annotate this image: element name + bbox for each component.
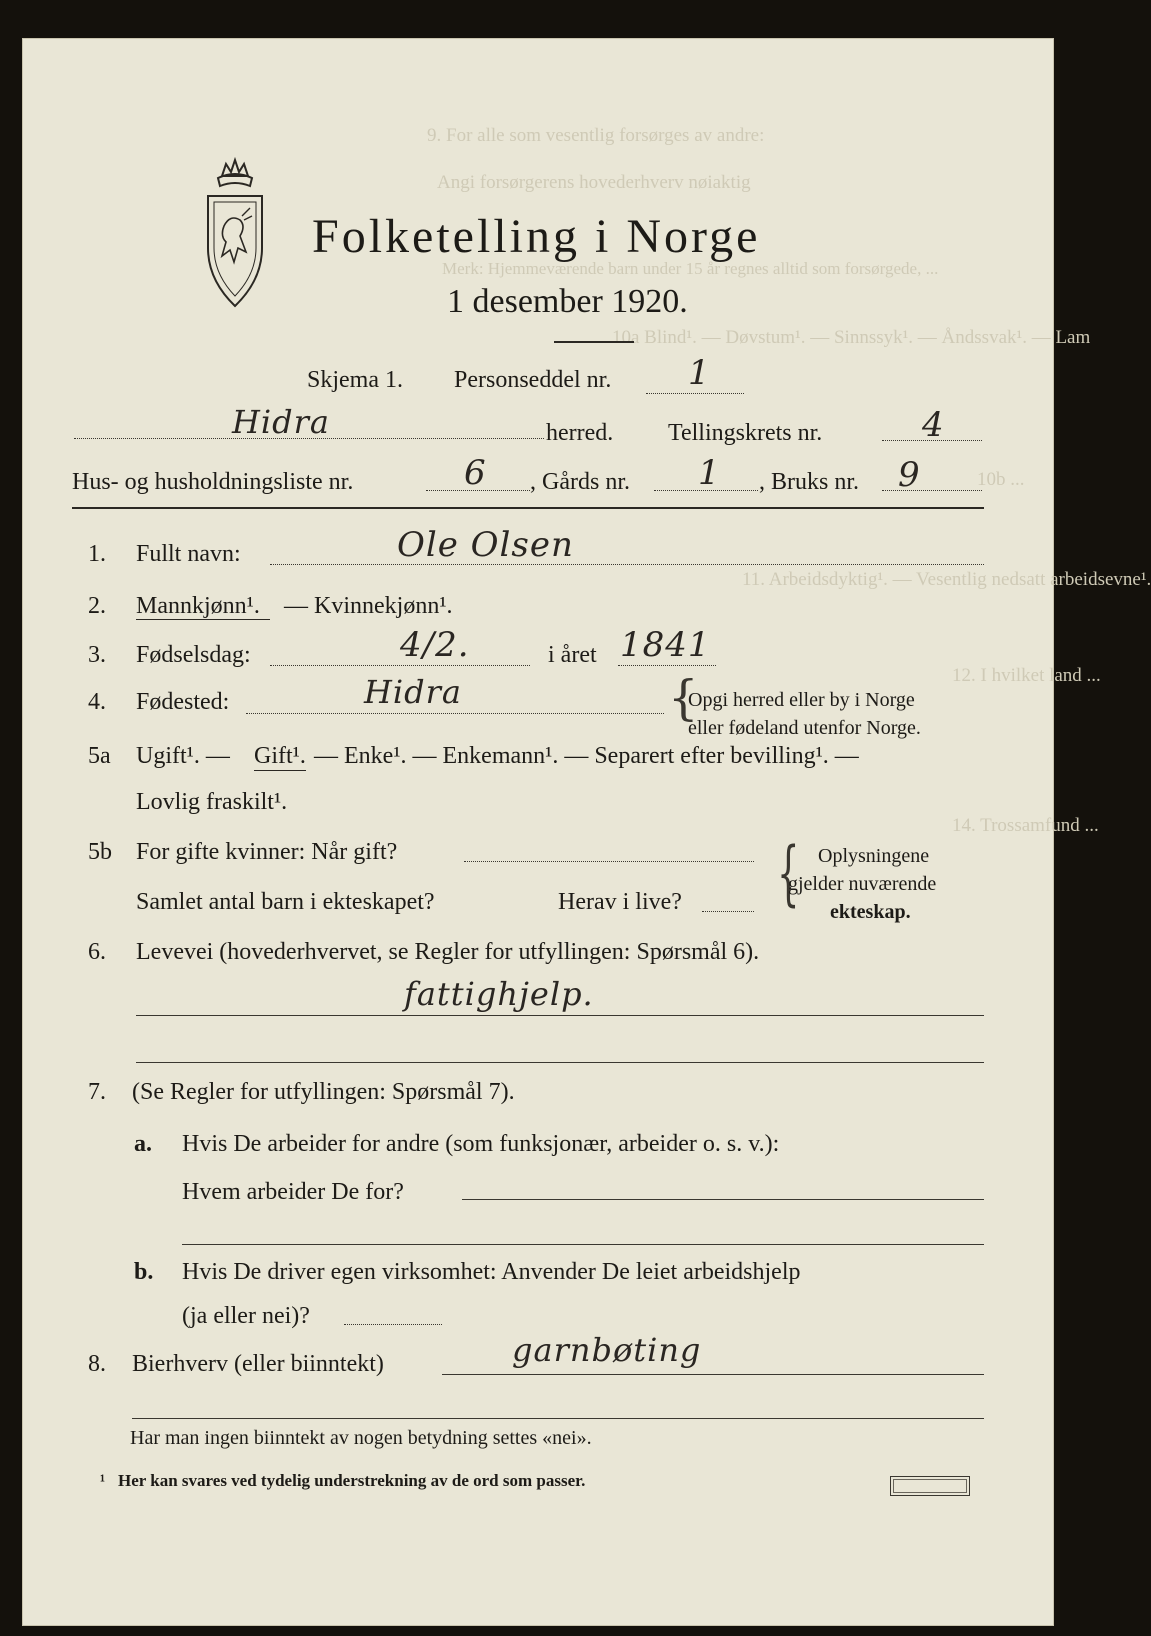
q5b-note-line2: gjelder nuværende <box>788 873 937 895</box>
personseddel-value: 1 <box>688 353 711 393</box>
q8-answer-line-2 <box>132 1418 984 1419</box>
herred-value: Hidra <box>232 403 330 441</box>
q5b-married-field-line <box>464 861 754 862</box>
form-title: Folketelling i Norge <box>312 210 761 263</box>
q2-male-option: Mannkjønn¹. <box>136 593 260 619</box>
q4-field-line <box>246 713 664 714</box>
footnote-mark: ¹ <box>100 1471 106 1490</box>
tellingskrets-label: Tellingskrets nr. <box>668 420 823 446</box>
q4-value: Hidra <box>364 673 462 711</box>
bleed-through-text: Angi forsørgerens hovederhverv nøiaktig <box>437 172 751 193</box>
q5a-option-gift: Gift¹. <box>254 743 306 769</box>
q5b-note-line3: ekteskap. <box>830 901 911 923</box>
q7b-answer-line <box>344 1324 442 1325</box>
q1-number: 1. <box>88 541 106 567</box>
bleed-through-text: 12. I hvilket land ... <box>952 665 1101 686</box>
q5b-married-when: For gifte kvinner: Når gift? <box>136 839 398 865</box>
q5b-alive-field-line <box>702 911 754 912</box>
husliste-value: 6 <box>464 453 487 493</box>
q5a-option-ugift: Ugift¹. — <box>136 743 230 769</box>
gards-label: , Gårds nr. <box>530 469 630 495</box>
q5a-option-fraskilt: Lovlig fraskilt¹. <box>136 789 288 815</box>
q3-year-value: 1841 <box>620 625 711 665</box>
q8-answer-line <box>442 1374 984 1375</box>
q4-number: 4. <box>88 689 106 715</box>
bruks-value: 9 <box>898 455 921 495</box>
q5b-note-line1: Oplysningene <box>818 845 930 867</box>
personseddel-label: Personseddel nr. <box>454 367 612 393</box>
q6-answer-line <box>136 1015 984 1016</box>
bleed-through-text: 11. Arbeidsdyktig¹. — Vesentlig nedsatt arbeidsevne¹. <box>742 569 1151 590</box>
bruks-field-line <box>882 490 982 491</box>
bruks-label: , Bruks nr. <box>759 469 860 495</box>
q1-label: Fullt navn: <box>136 541 241 567</box>
q5b-number: 5b <box>88 839 112 865</box>
personseddel-field-line <box>646 393 744 394</box>
q6-answer-line-2 <box>136 1062 984 1063</box>
q3-number: 3. <box>88 642 106 668</box>
q7b-letter: b. <box>134 1259 154 1285</box>
q7a-employer-label: Hvem arbeider De for? <box>182 1179 404 1205</box>
q2-female-option: — Kvinnekjønn¹. <box>284 593 453 619</box>
q6-label: Levevei (hovederhvervet, se Regler for utfyllingen: Spørsmål 6). <box>136 939 760 965</box>
q7a-answer-line-2 <box>182 1244 984 1245</box>
title-rule <box>554 341 634 343</box>
q7-number: 7. <box>88 1079 106 1105</box>
q7b-question: Hvis De driver egen virksomhet: Anvender De leiet arbeidshjelp <box>182 1259 801 1285</box>
q3-value: 4/2. <box>400 625 470 665</box>
q7a-question: Hvis De arbeider for andre (som funksjonær, arbeider o. s. v.): <box>182 1131 780 1157</box>
q5b-brace: { <box>777 832 800 914</box>
q3-year-field-line <box>618 665 716 666</box>
q8-number: 8. <box>88 1351 106 1377</box>
q4-brace: { <box>668 670 699 726</box>
section-divider <box>72 507 984 509</box>
coat-of-arms-icon <box>200 156 270 312</box>
q8-label: Bierhverv (eller biinntekt) <box>132 1351 384 1377</box>
q1-field-line <box>270 564 984 565</box>
q6-value: fattighjelp. <box>404 975 594 1013</box>
q1-value: Ole Olsen <box>397 525 574 565</box>
q7a-letter: a. <box>134 1131 152 1157</box>
bleed-through-text: 14. Trossamfund ... <box>952 815 1099 836</box>
footnote-text: Her kan svares ved tydelig understrekning av de ord som passer. <box>118 1471 586 1490</box>
census-date: 1 desember 1920. <box>447 283 688 320</box>
q3-year-label: i året <box>548 642 597 668</box>
biinntekt-note: Har man ingen biinntekt av nogen betydning settes «nei». <box>130 1427 592 1449</box>
bleed-through-text: 10a Blind¹. — Døvstum¹. — Sinnssyk¹. — Åndssvak¹. — Lam <box>612 327 1091 348</box>
q4-note-line2: eller fødeland utenfor Norge. <box>688 717 921 739</box>
q2-number: 2. <box>88 593 106 619</box>
q4-label: Fødested: <box>136 689 230 715</box>
q3-day-field-line <box>270 665 530 666</box>
q8-value: garnbøting <box>512 1331 702 1369</box>
bleed-through-text: 9. For alle som vesentlig forsørges av andre: <box>427 125 765 146</box>
census-form-page <box>22 38 1151 1626</box>
bleed-through-text: Merk: Hjemmeværende barn under 15 år regnes alltid som forsørgede, ... <box>442 259 939 278</box>
husliste-label: Hus- og husholdningsliste nr. <box>72 469 354 495</box>
herred-label: herred. <box>546 420 614 446</box>
bleed-through-text: 10b ... <box>977 469 1025 490</box>
q7b-yes-no-label: (ja eller nei)? <box>182 1303 310 1329</box>
gards-value: 1 <box>698 453 721 493</box>
q5a-gift-underline <box>254 770 306 771</box>
skjema-label: Skjema 1. <box>307 367 403 393</box>
q7-label: (Se Regler for utfyllingen: Spørsmål 7). <box>132 1079 515 1105</box>
q2-male-underline <box>136 619 270 620</box>
q4-note-line1: Opgi herred eller by i Norge <box>688 689 915 711</box>
printer-stamp <box>890 1476 970 1496</box>
q5a-other-options: — Enke¹. — Enkemann¹. — Separert efter bevilling¹. — <box>314 743 859 769</box>
q5b-alive-label: Herav i live? <box>558 889 682 915</box>
tellingskrets-value: 4 <box>922 405 945 445</box>
q7a-employer-line <box>462 1199 984 1200</box>
q6-number: 6. <box>88 939 106 965</box>
q5a-number: 5a <box>88 743 111 769</box>
q3-label: Fødselsdag: <box>136 642 251 668</box>
q5b-children-count: Samlet antal barn i ekteskapet? <box>136 889 435 915</box>
